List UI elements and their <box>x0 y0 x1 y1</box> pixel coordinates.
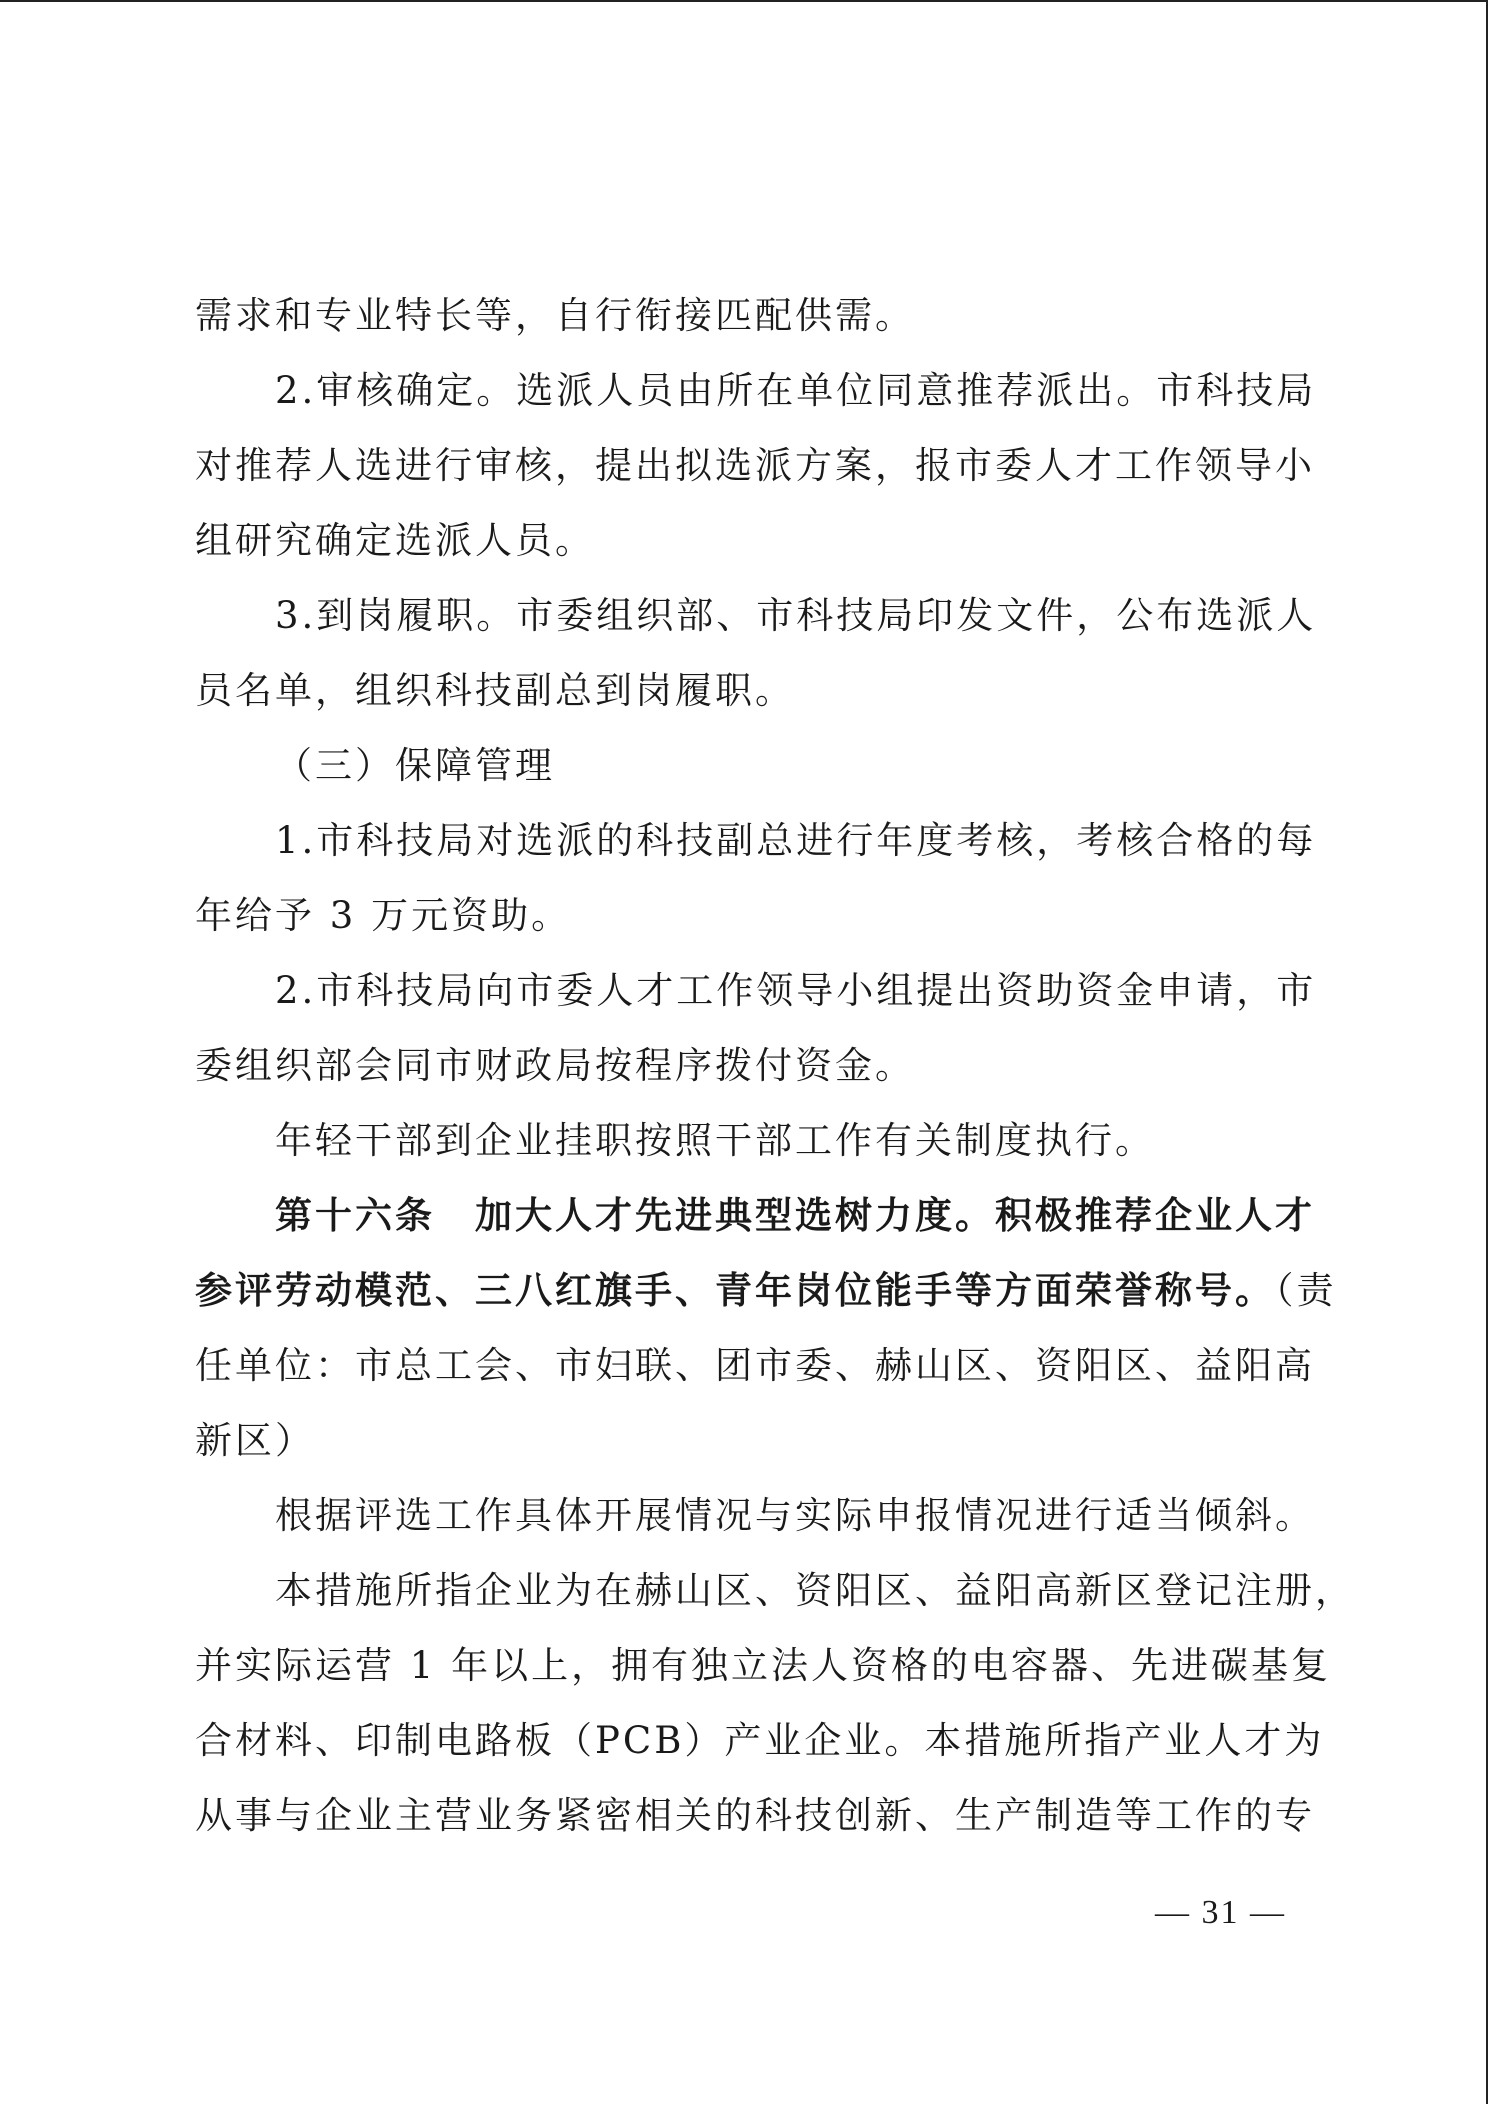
text-line: 从事与企业主营业务紧密相关的科技创新、生产制造等工作的专 <box>195 1794 1315 1837</box>
text-line: 组研究确定选派人员。 <box>195 519 595 562</box>
text-line: 年给予 3 万元资助。 <box>195 894 572 937</box>
responsibility-open: （责 <box>1275 1269 1337 1312</box>
text-line: 并实际运营 1 年以上，拥有独立法人资格的电容器、先进碳基复 <box>195 1644 1332 1687</box>
text-line: 需求和专业特长等，自行衔接匹配供需。 <box>195 294 915 337</box>
text-line: 本措施所指企业为在赫山区、资阳区、益阳高新区登记注册， <box>275 1569 1355 1612</box>
page-number: — 31 — <box>1155 1894 1286 1931</box>
text-line: 委组织部会同市财政局按程序拨付资金。 <box>195 1044 915 1087</box>
section-heading: （三）保障管理 <box>275 744 555 787</box>
page-border-top <box>0 0 1488 2</box>
text-line: 合材料、印制电路板（PCB）产业企业。本措施所指产业人才为 <box>195 1719 1325 1762</box>
text-line: 员名单，组织科技副总到岗履职。 <box>195 669 795 712</box>
article-heading-line <box>195 1253 1337 1328</box>
text-line: 2.市科技局向市委人才工作领导小组提出资助资金申请，市 <box>275 969 1317 1012</box>
text-line: 2.审核确定。选派人员由所在单位同意推荐派出。市科技局 <box>275 369 1317 412</box>
text-line: 新区） <box>195 1419 315 1462</box>
text-line: 根据评选工作具体开展情况与实际申报情况进行适当倾斜。 <box>275 1494 1315 1537</box>
text-line: 年轻干部到企业挂职按照干部工作有关制度执行。 <box>275 1119 1155 1162</box>
text-line: 对推荐人选进行审核，提出拟选派方案，报市委人才工作领导小 <box>195 444 1315 487</box>
article-heading-bold: 参评劳动模范、三八红旗手、青年岗位能手等方面荣誉称号。 <box>195 1269 1275 1312</box>
text-line: 3.到岗履职。市委组织部、市科技局印发文件，公布选派人 <box>275 594 1317 637</box>
article-heading-line: 第十六条 加大人才先进典型选树力度。积极推荐企业人才 <box>275 1194 1315 1237</box>
document-body <box>195 278 1355 1853</box>
text-line: 任单位：市总工会、市妇联、团市委、赫山区、资阳区、益阳高 <box>195 1344 1315 1387</box>
text-line: 1.市科技局对选派的科技副总进行年度考核，考核合格的每 <box>275 819 1317 862</box>
